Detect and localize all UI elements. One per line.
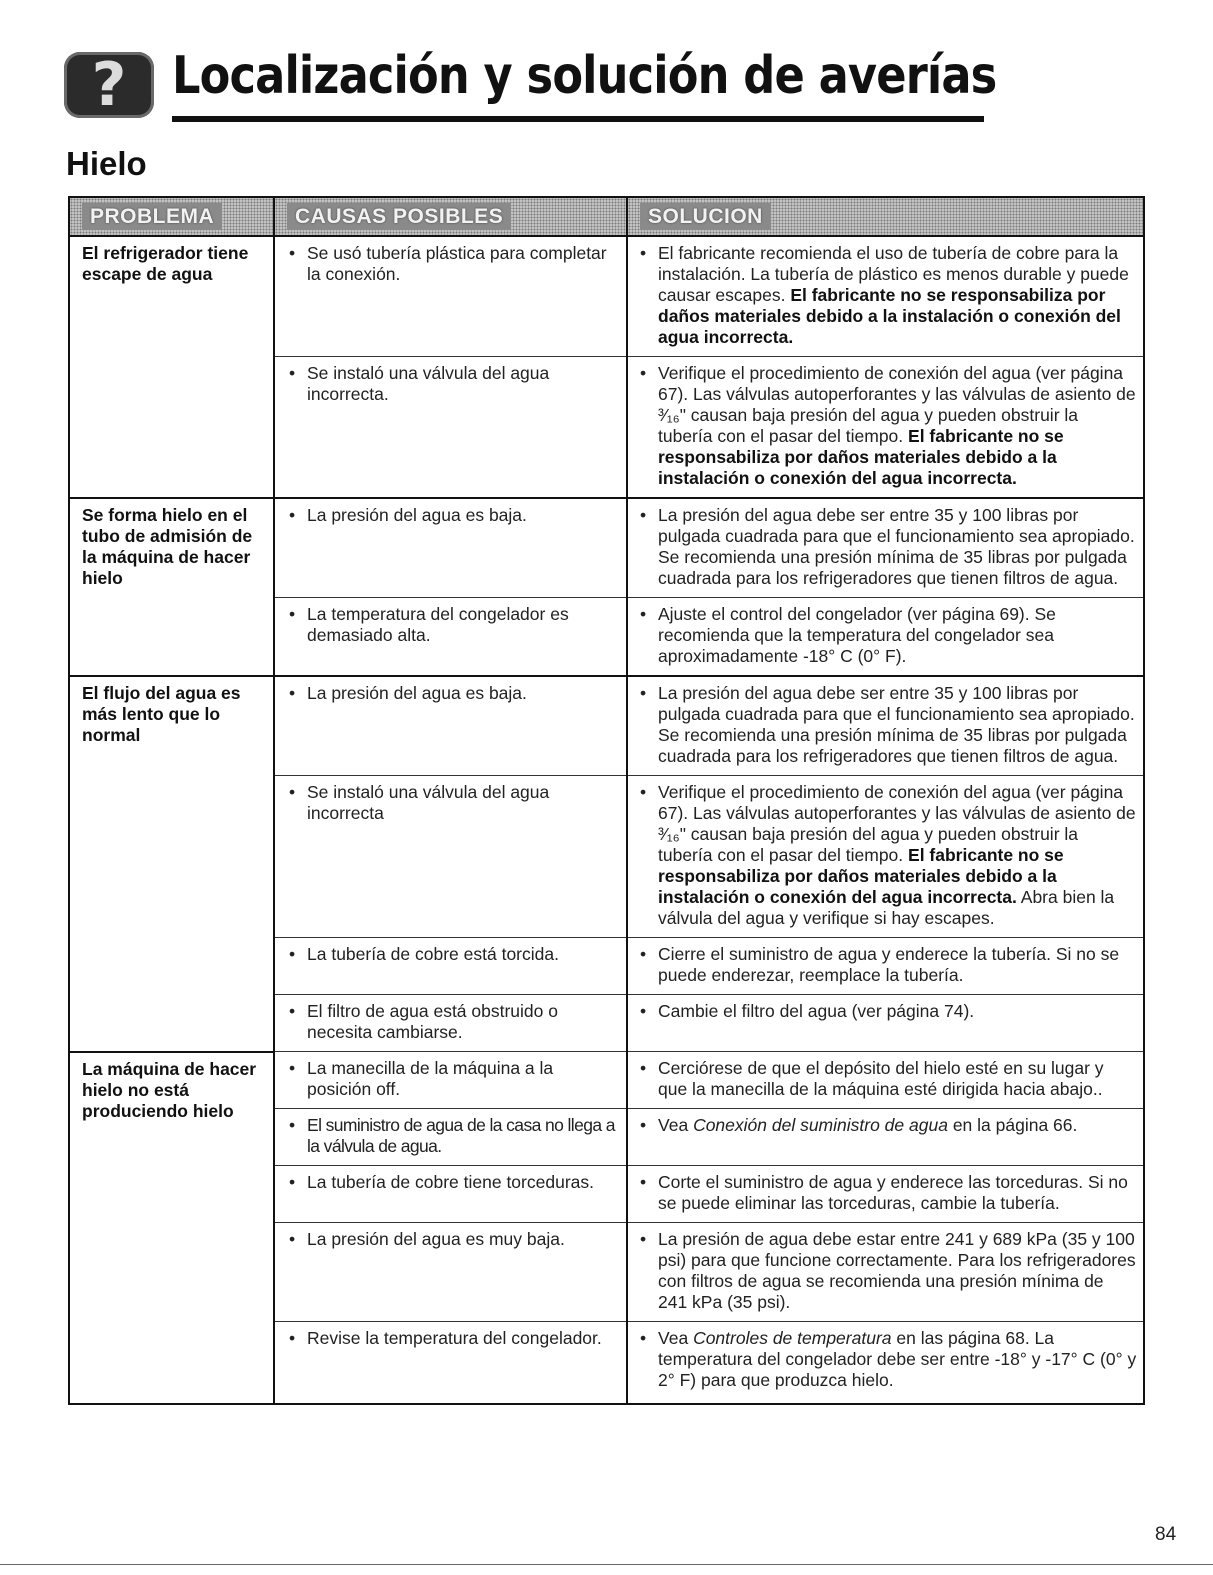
cause-cell bbox=[274, 498, 627, 598]
solution-warning: El fabricante no se responsabiliza por daños materiales debido a la instalación o conexión del agua incorrecta. bbox=[658, 426, 1064, 488]
cause-cell bbox=[274, 995, 627, 1052]
cause-text: • El suministro de agua de la casa no llega a la válvula de agua. bbox=[289, 1115, 616, 1157]
problem-cell: El flujo del agua es más lento que lo normal bbox=[69, 676, 274, 1052]
cause-text: • La tubería de cobre está torcida. bbox=[289, 944, 616, 965]
cause-text: • Se instaló una válvula del agua incorrecta. bbox=[289, 363, 616, 405]
cause-cell bbox=[274, 1223, 627, 1322]
column-header-solution-label: SOLUCION bbox=[640, 203, 771, 230]
solution-reference: Controles de temperatura bbox=[693, 1328, 892, 1348]
solution-text: • Cambie el filtro del agua (ver página 74). bbox=[640, 1001, 1137, 1022]
cause-cell bbox=[274, 1322, 627, 1405]
solution-cell bbox=[627, 598, 1144, 677]
cause-text: • Se usó tubería plástica para completar la conexión. bbox=[289, 243, 616, 285]
table-header-row bbox=[69, 197, 1144, 236]
cause-text: • La presión del agua es muy baja. bbox=[289, 1229, 616, 1250]
solution-text: • Cierre el suministro de agua y enderece la tubería. Si no se puede enderezar, reemplace la tubería. bbox=[640, 944, 1137, 986]
page-title: Localización y solución de averías bbox=[172, 46, 997, 106]
cause-cell bbox=[274, 1166, 627, 1223]
solution-text: Verifique el procedimiento de conexión del agua (ver página 67). Las válvulas autoperforantes y las válvulas de asiento de ³⁄₁₆" causan baja presión del agua y pueden obstruir la tubería con el pasar del tiempo. bbox=[658, 363, 1136, 446]
column-header-problem bbox=[69, 197, 274, 236]
solution-cell bbox=[627, 1052, 1144, 1109]
solution-reference: Conexión del suministro de agua bbox=[693, 1115, 948, 1135]
problem-cell: Se forma hielo en el tubo de admisión de la máquina de hacer hielo bbox=[69, 498, 274, 676]
solution-cell bbox=[627, 938, 1144, 995]
cause-text: • La temperatura del congelador es demasiado alta. bbox=[289, 604, 616, 646]
problem-cell: La máquina de hacer hielo no está produciendo hielo bbox=[69, 1052, 274, 1405]
cause-text: • La manecilla de la máquina a la posición off. bbox=[289, 1058, 616, 1100]
problem-cell: El refrigerador tiene escape de agua bbox=[69, 236, 274, 498]
solution-extra: en la página 66. bbox=[952, 1115, 1078, 1135]
solution-cell bbox=[627, 236, 1144, 357]
column-header-solution bbox=[627, 197, 1144, 236]
solution-extra: en las página 68. La temperatura del congelador debe ser entre -18° y -17° C (0° y 2° F) para que produzca hielo. bbox=[658, 1328, 1137, 1390]
column-header-cause-label: CAUSAS POSIBLES bbox=[287, 203, 511, 230]
cause-cell bbox=[274, 236, 627, 357]
cause-text: • La presión del agua es baja. bbox=[289, 683, 616, 704]
solution-text: • Corte el suministro de agua y enderece las torceduras. Si no se puede eliminar las torceduras, cambie la tubería. bbox=[640, 1172, 1137, 1214]
cause-text: • La tubería de cobre tiene torceduras. bbox=[289, 1172, 616, 1193]
cause-cell bbox=[274, 776, 627, 938]
solution-cell bbox=[627, 1322, 1144, 1405]
troubleshooting-table bbox=[68, 196, 1145, 1405]
question-mark-icon bbox=[64, 52, 154, 118]
cause-cell bbox=[274, 676, 627, 776]
solution-cell bbox=[627, 1223, 1144, 1322]
cause-text: • Revise la temperatura del congelador. bbox=[289, 1328, 616, 1349]
solution-cell bbox=[627, 1166, 1144, 1223]
solution-warning: El fabricante no se responsabiliza por daños materiales debido a la instalación o conexión del agua incorrecta. bbox=[658, 285, 1121, 347]
solution-text: El fabricante recomienda el uso de tubería de cobre para la instalación. La tubería de plástico es menos durable y puede causar escapes. bbox=[658, 243, 1129, 305]
cause-cell bbox=[274, 598, 627, 677]
table-row bbox=[69, 236, 1144, 357]
solution-text: • La presión del agua debe ser entre 35 y 100 libras por pulgada cuadrada para que el funcionamiento sea apropiado. Se recomienda una presión mínima de 35 libras por pulgada cuadrada para los refrigeradores que tienen filtros de agua. bbox=[640, 505, 1137, 589]
solution-cell bbox=[627, 776, 1144, 938]
cause-cell bbox=[274, 357, 627, 499]
cause-text: • Se instaló una válvula del agua incorrecta bbox=[289, 782, 616, 824]
question-mark-glyph: ? bbox=[91, 50, 127, 120]
solution-cell bbox=[627, 357, 1144, 499]
solution-text: Verifique el procedimiento de conexión del agua (ver página 67). Las válvulas autoperforantes y las válvulas de asiento de ³⁄₁₆" causan baja presión del agua y pueden obstruir la tubería con el pasar del tiempo. bbox=[658, 782, 1136, 865]
section-title: Hielo bbox=[66, 145, 147, 182]
page-number: 84 bbox=[1155, 1524, 1177, 1545]
column-header-cause bbox=[274, 197, 627, 236]
solution-cell bbox=[627, 1109, 1144, 1166]
cause-cell bbox=[274, 1052, 627, 1109]
solution-text: Vea bbox=[658, 1115, 689, 1135]
solution-extra: Abra bien la válvula del agua y verifique si hay escapes. bbox=[658, 887, 1115, 928]
solution-cell bbox=[627, 676, 1144, 776]
solution-text: • La presión de agua debe estar entre 241 y 689 kPa (35 y 100 psi) para que funcione correctamente. Para los refrigeradores con filtros de agua se recomienda una presión mínima de 241 kPa (35 psi). bbox=[640, 1229, 1137, 1313]
title-underline bbox=[172, 116, 984, 122]
cause-cell bbox=[274, 938, 627, 995]
solution-cell bbox=[627, 498, 1144, 598]
solution-text: • Ajuste el control del congelador (ver página 69). Se recomienda que la temperatura del congelador sea aproximadamente -18° C (0° F). bbox=[640, 604, 1137, 667]
table-row bbox=[69, 498, 1144, 598]
solution-warning: El fabricante no se responsabiliza por daños materiales debido a la instalación o conexión del agua incorrecta. bbox=[658, 845, 1064, 907]
solution-text: Vea bbox=[658, 1328, 689, 1348]
cause-text: • La presión del agua es baja. bbox=[289, 505, 616, 526]
solution-text: • Cerciórese de que el depósito del hielo esté en su lugar y que la manecilla de la máquina esté dirigida hacia abajo.. bbox=[640, 1058, 1137, 1100]
page-header bbox=[64, 38, 997, 128]
table-row bbox=[69, 676, 1144, 776]
cause-text: • El filtro de agua está obstruido o necesita cambiarse. bbox=[289, 1001, 616, 1043]
table-row bbox=[69, 1052, 1144, 1109]
column-header-problem-label: PROBLEMA bbox=[82, 203, 222, 230]
solution-text: • La presión del agua debe ser entre 35 y 100 libras por pulgada cuadrada para que el funcionamiento sea apropiado. Se recomienda una presión mínima de 35 libras por pulgada cuadrada para los refrigeradores que tienen filtros de agua. bbox=[640, 683, 1137, 767]
bottom-divider bbox=[0, 1564, 1213, 1565]
cause-cell bbox=[274, 1109, 627, 1166]
solution-cell bbox=[627, 995, 1144, 1052]
